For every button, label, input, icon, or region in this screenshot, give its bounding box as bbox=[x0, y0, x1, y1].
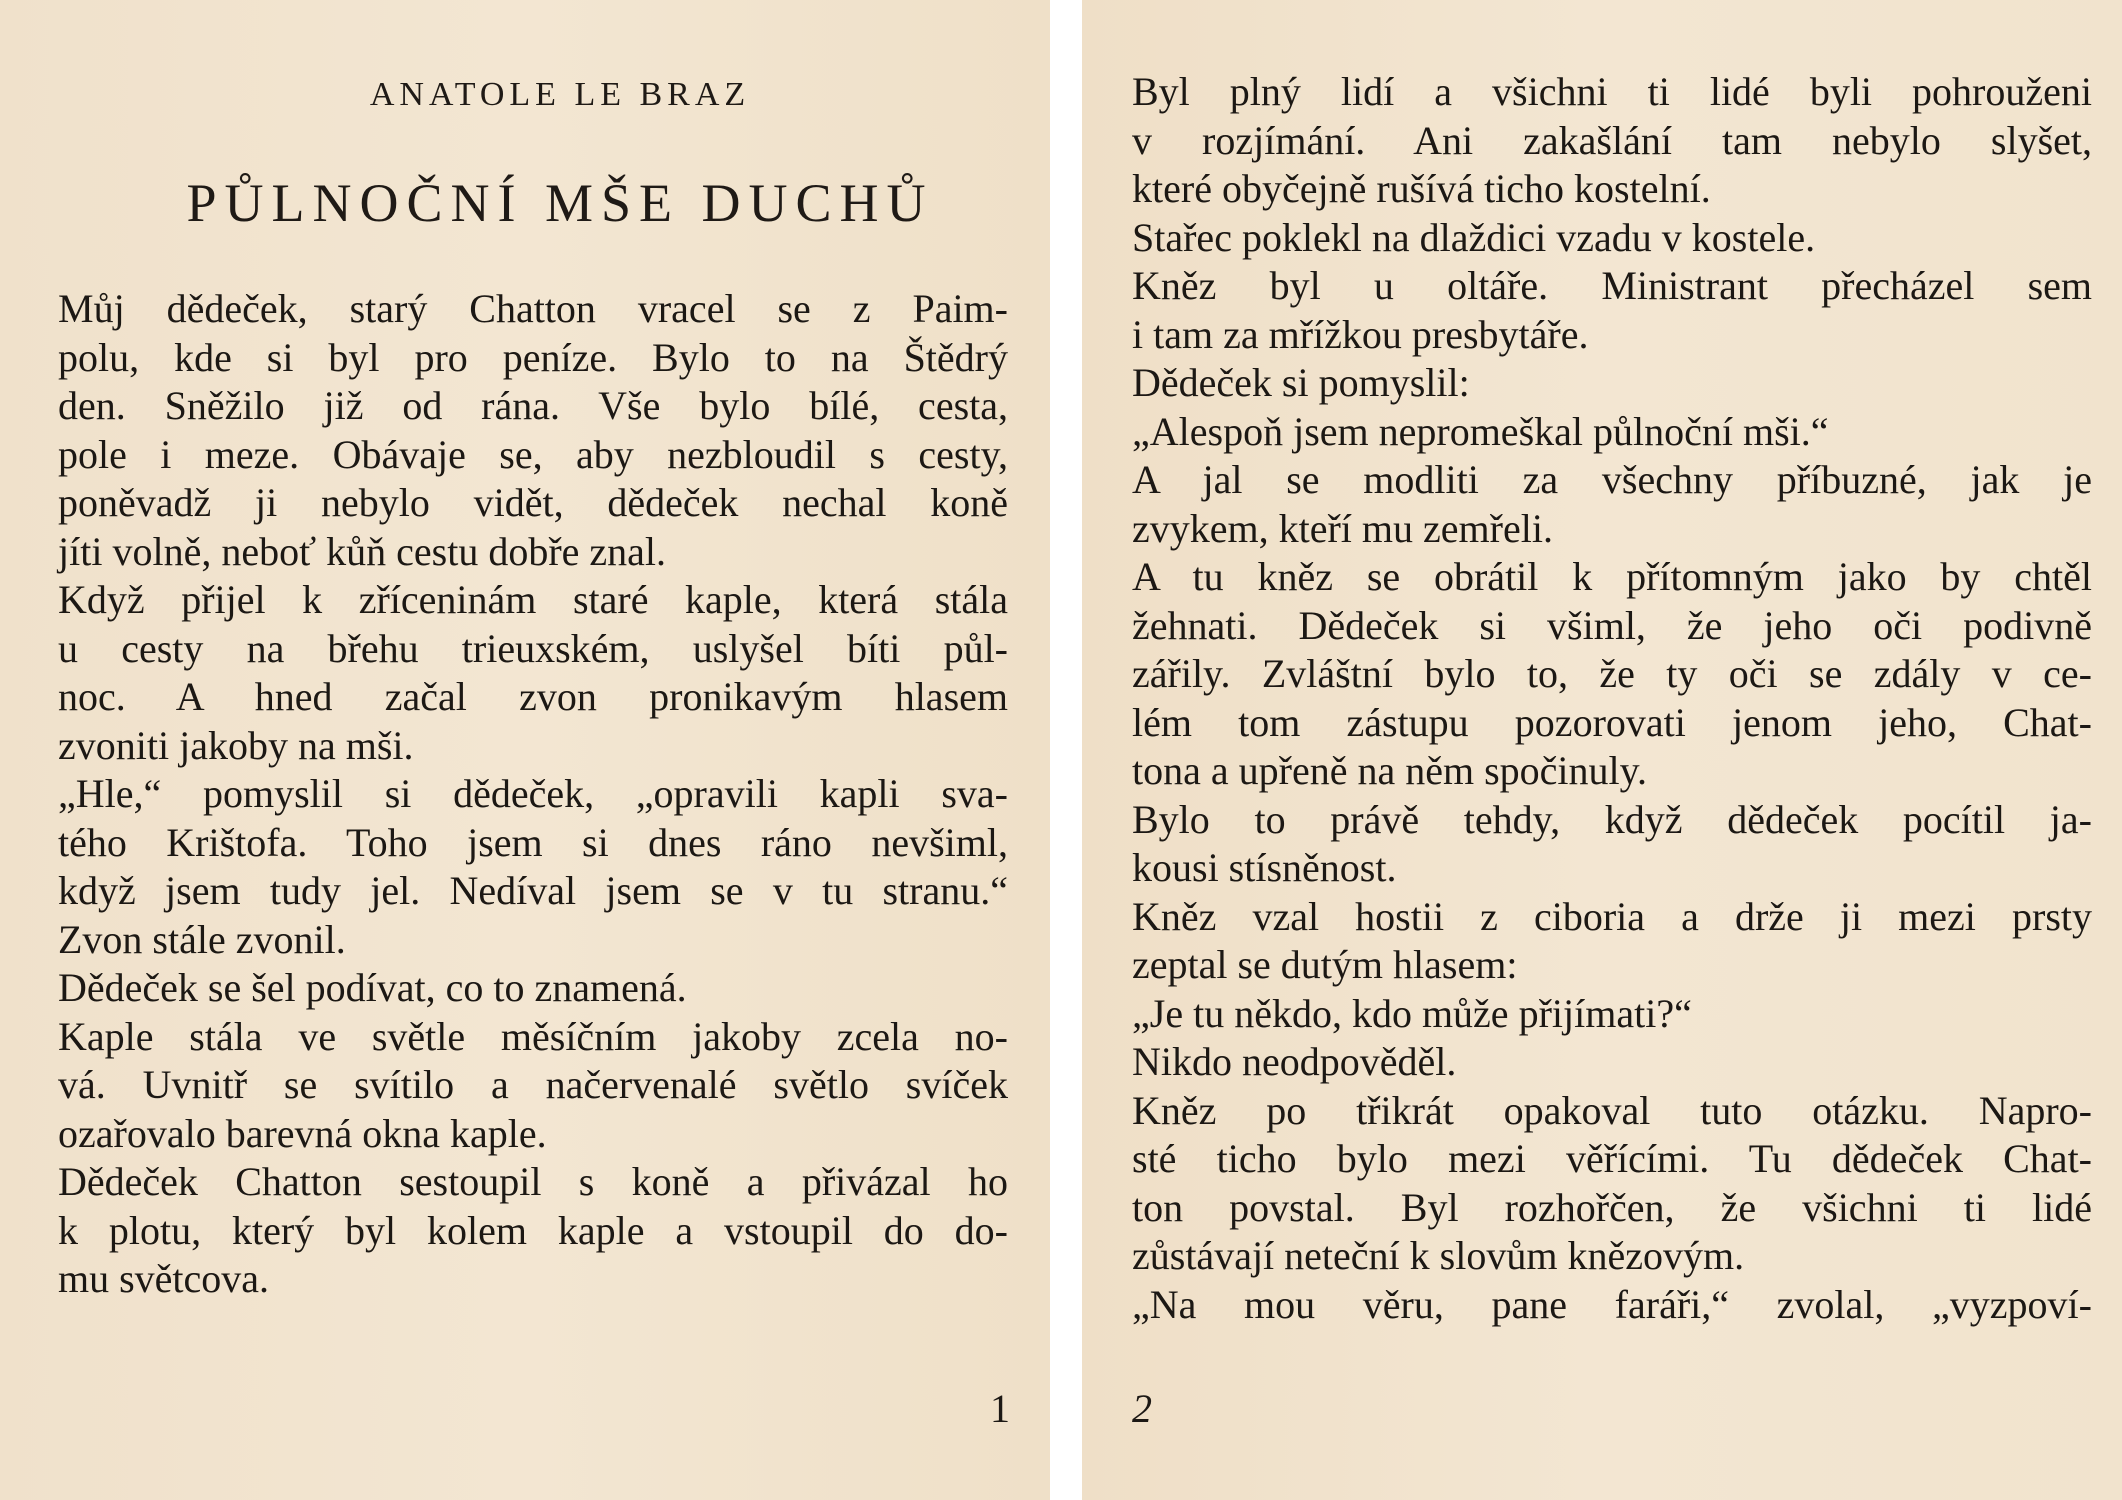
text-line: ton povstal. Byl rozhořčen, že všichni ti lidé bbox=[1132, 1184, 2092, 1230]
text-line: „Hle,“ pomyslil si dědeček, „opravili kapli sva- bbox=[58, 771, 1008, 816]
page-number: 1 bbox=[990, 1386, 1010, 1431]
text-line: když jsem tudy jel. Nedíval jsem se v tu stranu.“ bbox=[58, 868, 1008, 913]
text-line: Nikdo neodpověděl. bbox=[1132, 1039, 1457, 1084]
author-name: ANATOLE LE BRAZ bbox=[369, 76, 751, 113]
text-line: sté ticho bylo mezi věřícími. Tu dědeček Chat- bbox=[1132, 1136, 2092, 1181]
text-line: vá. Uvnitř se svítilo a načervenalé světlo svíček bbox=[58, 1062, 1008, 1107]
text-line: Zvon stále zvonil. bbox=[58, 916, 346, 962]
text-line: Dědeček si pomyslil: bbox=[1132, 360, 1470, 405]
text-line: Můj dědeček, starý Chatton vracel se z Paim- bbox=[58, 286, 1008, 331]
text-line: v rozjímání. Ani zakašlání tam nebylo slyšet, bbox=[1132, 117, 2092, 163]
page-gutter bbox=[1050, 0, 1082, 1500]
left-page-text bbox=[58, 285, 1008, 1304]
text-line: A tu kněz se obrátil k přítomným jako by chtěl bbox=[1132, 554, 2092, 599]
text-line: Když přijel k zříceninám staré kaple, která stála bbox=[58, 577, 1008, 622]
text-line: u cesty na břehu trieuxském, uslyšel bíti půl- bbox=[58, 625, 1008, 671]
text-line: pole i meze. Obávaje se, aby nezbloudil s cesty, bbox=[58, 431, 1008, 477]
text-line: ozařovalo barevná okna kaple. bbox=[58, 1110, 547, 1156]
text-line: lém tom zástupu pozorovati jenom jeho, Chat- bbox=[1132, 699, 2092, 745]
text-line: Dědeček Chatton sestoupil s koně a přivázal ho bbox=[58, 1159, 1008, 1204]
text-line: poněvadž ji nebylo vidět, dědeček nechal koně bbox=[58, 480, 1008, 525]
text-line: „Alespoň jsem nepromeškal půlnoční mši.“ bbox=[1132, 408, 1829, 454]
text-line: Stařec poklekl na dlaždici vzadu v kostele. bbox=[1132, 214, 1816, 260]
page-number: 2 bbox=[1132, 1386, 1152, 1431]
text-line: Kněz vzal hostii z ciboria a drže ji mezi prsty bbox=[1132, 893, 2092, 939]
text-line: k plotu, který byl kolem kaple a vstoupil do do- bbox=[58, 1207, 1008, 1253]
text-line: Kněz po třikrát opakoval tuto otázku. Napro- bbox=[1132, 1087, 2092, 1133]
text-line: tého Krištofa. Toho jsem si dnes ráno nevšiml, bbox=[58, 819, 1008, 865]
text-line: jíti volně, neboť kůň cestu dobře znal. bbox=[58, 528, 667, 574]
text-line: den. Sněžilo již od rána. Vše bylo bílé, cesta, bbox=[58, 383, 1008, 428]
text-line: žehnati. Dědeček si všiml, že jeho oči podivně bbox=[1132, 602, 2092, 648]
text-line: Kněz byl u oltáře. Ministrant přecházel sem bbox=[1132, 263, 2092, 308]
text-line: Dědeček se šel podívat, co to znamená. bbox=[58, 965, 687, 1010]
text-line: kousi stísněnost. bbox=[1132, 845, 1397, 890]
text-line: zeptal se dutým hlasem: bbox=[1132, 942, 1518, 987]
text-line: tona a upřeně na něm spočinuly. bbox=[1132, 748, 1648, 793]
text-line: noc. A hned začal zvon pronikavým hlasem bbox=[58, 674, 1008, 719]
right-page-text bbox=[1132, 68, 2092, 1329]
text-line: Kaple stála ve světle měsíčním jakoby zcela no- bbox=[58, 1013, 1008, 1059]
text-line: zvoniti jakoby na mši. bbox=[58, 722, 414, 768]
text-line: zvykem, kteří mu zemřeli. bbox=[1132, 505, 1553, 551]
text-line: zůstávají neteční k slovům knězovým. bbox=[1132, 1233, 1745, 1278]
text-line: „Na mou věru, pane faráři,“ zvolal, „vyzpoví- bbox=[1132, 1281, 2092, 1327]
text-line: které obyčejně rušívá ticho kostelní. bbox=[1132, 166, 1711, 211]
left-page bbox=[0, 0, 1050, 1500]
text-line: i tam za mřížkou presbytáře. bbox=[1132, 311, 1589, 357]
text-line: „Je tu někdo, kdo může přijímati?“ bbox=[1132, 990, 1692, 1036]
text-line: polu, kde si byl pro peníze. Bylo to na Štědrý bbox=[58, 334, 1008, 380]
text-line: zářily. Zvláštní bylo to, že ty oči se zdály v ce- bbox=[1132, 651, 2092, 696]
story-title: PŮLNOČNÍ MŠE DUCHŮ bbox=[186, 173, 934, 233]
text-line: mu světcova. bbox=[58, 1256, 270, 1301]
right-page bbox=[1082, 0, 2122, 1500]
text-line: Byl plný lidí a všichni ti lidé byli pohrouženi bbox=[1132, 69, 2092, 114]
text-line: A jal se modliti za všechny příbuzné, jak je bbox=[1132, 457, 2092, 502]
text-line: Bylo to právě tehdy, když dědeček pocítil ja- bbox=[1132, 796, 2092, 842]
